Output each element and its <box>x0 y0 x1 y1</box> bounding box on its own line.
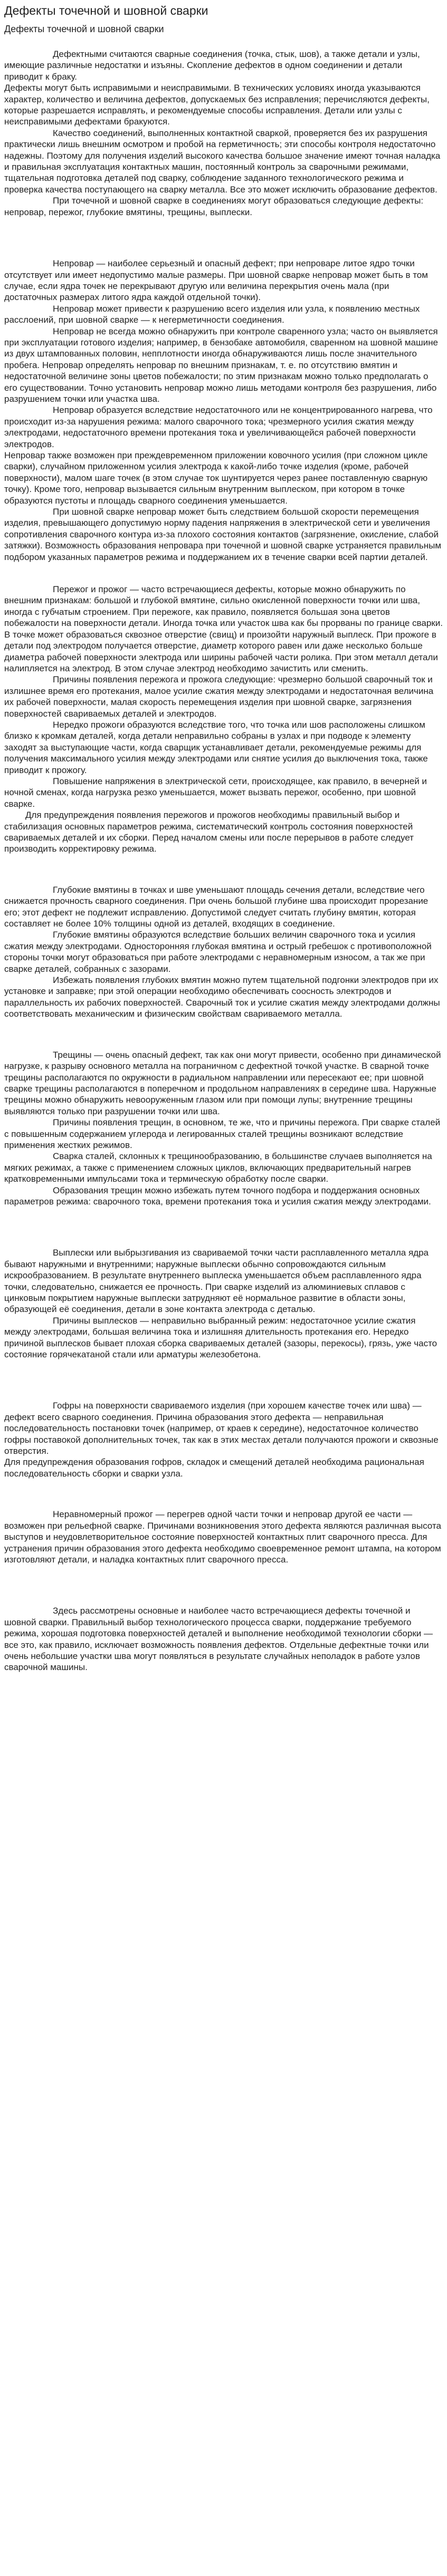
page-title: Дефекты точечной и шовной сварки <box>4 4 208 17</box>
paragraph: Выплески или выбрызгивания из свариваемой точки части расплавленного металла ядра бывают наружными и внутренними; наружные выплески обычно сопровождаются сильным искрообразованием. В результате внутреннего выплеска уменьшается объем расплавленного ядра точки, следовательно, снижается ее прочность. При сварке изделий из алюминиевых сплавов с цинковым покрытием наружные выплески затрудняют её нормальное развитие в области зоны, образующей её соединения, детали в зоне контакта электрода с деталью. <box>4 1248 429 1315</box>
paragraph: Непровар не всегда можно обнаружить при контроле сваренного узла; часто он выявляется при эксплуатации готового изделия; например, в бензобаке автомобиля, сваренном на шовной машине из двух штампованных половин, непплотности иногда обнаруживаются лишь после значительного пробега. Непровар определять непровар по внешним признакам, т. е. по отсутствию вмятин и недостаточной величине зоны цветов побежалости; по этим признакам можно только предполагать о его существовании. Точно установить непровар можно лишь методами контроля без разрушения, либо разрушением точки или участка шва. <box>4 326 438 404</box>
paragraph: Глубокие вмятины образуются вследствие больших величин сварочного тока и усилия сжатия между электродами. Односторонняя глубокая вмятина и острый гребешок с противоположной стороны точки могут образоваться при работе электродами с неравномерным износом, а так же при сварке деталей, собранных с зазорами. <box>4 930 432 974</box>
paragraph: При шовной сварке непровар может быть следствием большой скорости перемещения изделия, превышающего допустимую норму падения напряжения в электрической сети и увеличения сопротивления сварочного контура из-за плохого состояния контактов (загрязнение, окисление, слабой затяжки). Возможность образования непровара при точечной и шовной сварке устраняется правильным подбором указанных параметров режима и поддержанием их в течение сварки всей партии деталей. <box>4 507 442 562</box>
article-section <box>4 258 443 563</box>
section-spacer <box>4 218 443 258</box>
paragraph: Нередко прожоги образуются вследствие того, что точка или шов расположены слишком близко к кромкам деталей, когда детали неправильно собраны в узлах и при подводе к элементу заходят за выступающие части, когда сварщик устанавливает детали, рекомендуемые режимы для получения максимального усилия между электродами или снятие усилия до выключения тока, также приводит к прожогу. <box>4 719 428 775</box>
paragraph: Непровар также возможен при преждевременном приложении ковочного усилия (при сложном цикле сварки), случайном приложенном усилия электрода к какой-либо точке изделия (кроме, рабочей поверхности), малом шаге точек (в этом случае ток шунтируется через ранее поставленную сварную точку). Кроме того, непровар вызывается сильным внутренним выплеском, при котором в точке образуются пустоты и площадь сварного соединения уменьшается. <box>4 450 428 506</box>
section-spacer <box>4 1565 443 1605</box>
paragraph: Гофры на поверхности свариваемого изделия (при хорошем качестве точек или шва) — дефект всего сварного соединения. Причина образования этого дефекта — неправильная последовательность постановки точек (например, от краев к середине), недостаточное количество гофры поставокой дополнительных точек, так как в этих местах детали получаются прожоги и сквозные отверстия. <box>4 1401 439 1456</box>
paragraph: Здесь рассмотрены основные и наиболее часто встречающиеся дефекты точечной и шовной сварки. Правильный выбор технологического процесса сварки, поддержание требуемого режима, хорошая подготовка поверхностей деталей и выполнение необходимой технологии сборки — все это, как правило, исключает возможность появления дефектов. Отдельные дефектные точки или очень небольшие участки шва могут появляться в результате случайных неполадок в работе узлов сварочной машины. <box>4 1606 433 1673</box>
paragraph: Неравномерный прожог — перегрев одной части точки и непровар другой ее части — возможен при рельефной сварке. Причинами возникновения этого дефекта являются различная высота выступов и неудовлетворительное состояние поверхностей контактных плит сварочного пресса. Для устранения причин образования этого дефекта необходимо своевременное ремонт штампа, на котором изготовляют детали, и наладка контактных плит сварочного пресса. <box>4 1509 441 1565</box>
paragraph: Непровар может привести к разрушению всего изделия или узла, к появлению местных расслоений, при шовной сварке — к негерметичности соединения. <box>4 303 420 325</box>
article-section <box>4 884 443 1020</box>
paragraph: Избежать появления глубоких вмятин можно путем тщательной подгонки электродов при их установке и заправке; при этой операции необходимо обеспечивать соосность электродов и параллельность их рабочих поверхностей. Сварочный ток и усилие сжатия между электродами должны соответствовать механическим и физическим свойствам свариваемого металла. <box>4 975 440 1019</box>
section-spacer <box>4 1207 443 1247</box>
paragraph: Для предупреждения появления пережогов и прожогов необходимы правильный выбор и стабилизация основных параметров режима, систематический контроль состояния поверхностей свариваемых деталей и их сборки. Перед началом смены или после перерывов в работе следует производить корректировку режима. <box>4 810 414 854</box>
paragraph: Пережог и прожог — часто встречающиеся дефекты, которые можно обнаружить по внешним признакам: большой и глубокой вмятине, сильно окисленной поверхности точки или шва, иногда с губчатым строением. При пережоге, как правило, появляется большая зона цветов побежалости на поверхности детали. Иногда точка или участок шва как бы прорваны по границе сварки. В точке может образоваться сквозное отверстие (свищ) и произойти наружный выплеск. При прожоге в детали под электродом получается отверстие, диаметр которого равен или даже несколько больше диаметра рабочей поверхности электрода или ширины рабочей части ролика. При этом металл детали налипляется на электрод. В этом случае электрод необходимо зачистить или сменить. <box>4 584 443 673</box>
paragraph: При точечной и шовной сварке в соединениях могут образоваться следующие дефекты: непровар, пережог, глубокие вмятины, трещины, выплески. <box>4 196 424 217</box>
article-section <box>4 1400 443 1479</box>
page-subtitle: Дефекты точечной и шовной сварки <box>4 24 164 34</box>
article-body <box>4 49 443 1673</box>
section-spacer <box>4 1479 443 1509</box>
section-spacer <box>4 1360 443 1400</box>
paragraph: Для предупреждения образования гофров, складок и смещений деталей необходима рациональная последовательность сборки и сварки узла. <box>4 1457 424 1479</box>
paragraph: Непровар образуется вследствие недостаточного или не концентрированного нагрева, что происходит из-за нарушения режима: малого сварочного тока; чрезмерного усилия сжатия между электродами, недостаточного времени протекания тока и увеличивающейся рабочей поверхности электродов. <box>4 405 433 449</box>
article-section <box>4 49 443 218</box>
article-section <box>4 1247 443 1360</box>
paragraph: Образования трещин можно избежать путем точного подбора и поддержания основных параметров режима: сварочного тока, времени протекания тока и усилия сжатия между электродами. <box>4 1185 431 1207</box>
paragraph: Причины появления пережога и прожога следующие: чрезмерно большой сварочный ток и излишнее время его протекания, малое усилие сжатия между электродами и недостаточная величина их рабочей поверхности, малая скорость перемещения изделия при шовной сварке, загрязнения поверхностей свариваемых деталей и электродов. <box>4 674 434 719</box>
paragraph: Дефекты могут быть исправимыми и неисправимыми. В технических условиях иногда указываются характер, количество и величина дефектов, допускаемых без исправления; перечисляются дефекты, которые разрешается исправлять, и рекомендуемые способы исправления. Детали или узлы с неисправимыми дефектами бракуются. <box>4 83 430 127</box>
paragraph: Сварка сталей, склонных к трещинообразованию, в большинстве случаев выполняется на мягких режимах, а также с применением сложных циклов, включающих предварительный нагрев кратковременными импульсами тока и термическую обработку после сварки. <box>4 1151 432 1184</box>
section-spacer <box>4 1020 443 1049</box>
article-section <box>4 584 443 855</box>
paragraph: Повышение напряжения в электрической сети, происходящее, как правило, в вечерней и ночной сменах, когда нагрузка резко уменьшается, может вызвать пережог, особенно, при шовной сварке. <box>4 776 427 809</box>
section-spacer <box>4 855 443 884</box>
paragraph: Трещины — очень опасный дефект, так как они могут привести, особенно при динамической нагрузке, к разрыву основного металла на пограничном с дефектной точкой участке. В сварной точке трещины располагаются по окружности в радиальном направлении или пересекают ее; при шовной сварке трещины располагаются в поперечном и продольном направлениях в середине шва. Наружные трещины можно обнаружить невооруженным глазом или при помощи лупы; внутренние трещины выявляются только при разрушении точки или шва. <box>4 1049 441 1116</box>
paragraph: Причины выплесков — неправильно выбранный режим: недостаточное усилие сжатия между электродами, большая величина тока и излишняя длительность протекания его. Нередко причиной выплесков бывает плохая сборка свариваемых деталей (зазоры, перекосы), грязь, уже часто состояние горячекатаной стали или арматуры железобетона. <box>4 1315 438 1360</box>
article-section <box>4 1605 443 1673</box>
paragraph: Непровар — наиболее серьезный и опасный дефект; при непроваре литое ядро точки отсутствует или имеет недопустимо малые размеры. При шовной сварке непровар может быть в том случае, если ядра точек не перекрывают другую или величина перекрытия очень мала (при достаточных размерах литого ядра каждой отдельной точки). <box>4 258 428 303</box>
paragraph: Дефектными считаются сварные соединения (точка, стык, шов), а также детали и узлы, имеющие различные недостатки и изъяны. Скопление дефектов в одном соединении и детали приводит к браку. <box>4 49 420 82</box>
article-section <box>4 1049 443 1208</box>
article-section <box>4 1509 443 1565</box>
section-spacer <box>4 563 443 584</box>
paragraph: Глубокие вмятины в точках и шве уменьшают площадь сечения детали, вследствие чего снижается прочность сварного соединения. При очень большой глубине шва происходит прорезание его; этот дефект не подлежит исправлению. Допустимой следует считать глубину вмятин, которая составляет не более 10% толщины одной из деталей, входящих в соединение. <box>4 884 429 929</box>
paragraph: Причины появления трещин, в основном, те же, что и причины пережога. При сварке сталей с повышенным содержанием углерода и легированных сталей трещины возникают вследствие применения жестких режимов. <box>4 1117 441 1150</box>
paragraph: Качество соединений, выполненных контактной сваркой, проверяется без их разрушения практически лишь внешним осмотром и пробой на герметичность; эти способы контроля недостаточно надежны. Поэтому для получения изделий высокого качества большое значение имеют точная наладка и правильная эксплуатация контактных машин, постоянный контроль за сварочными режимами, тщательная подготовка деталей под сварку, соблюдение заданного технологического режима и проверка качества поступающего на сварку металла. Все это может исключить образование дефектов. <box>4 128 441 195</box>
